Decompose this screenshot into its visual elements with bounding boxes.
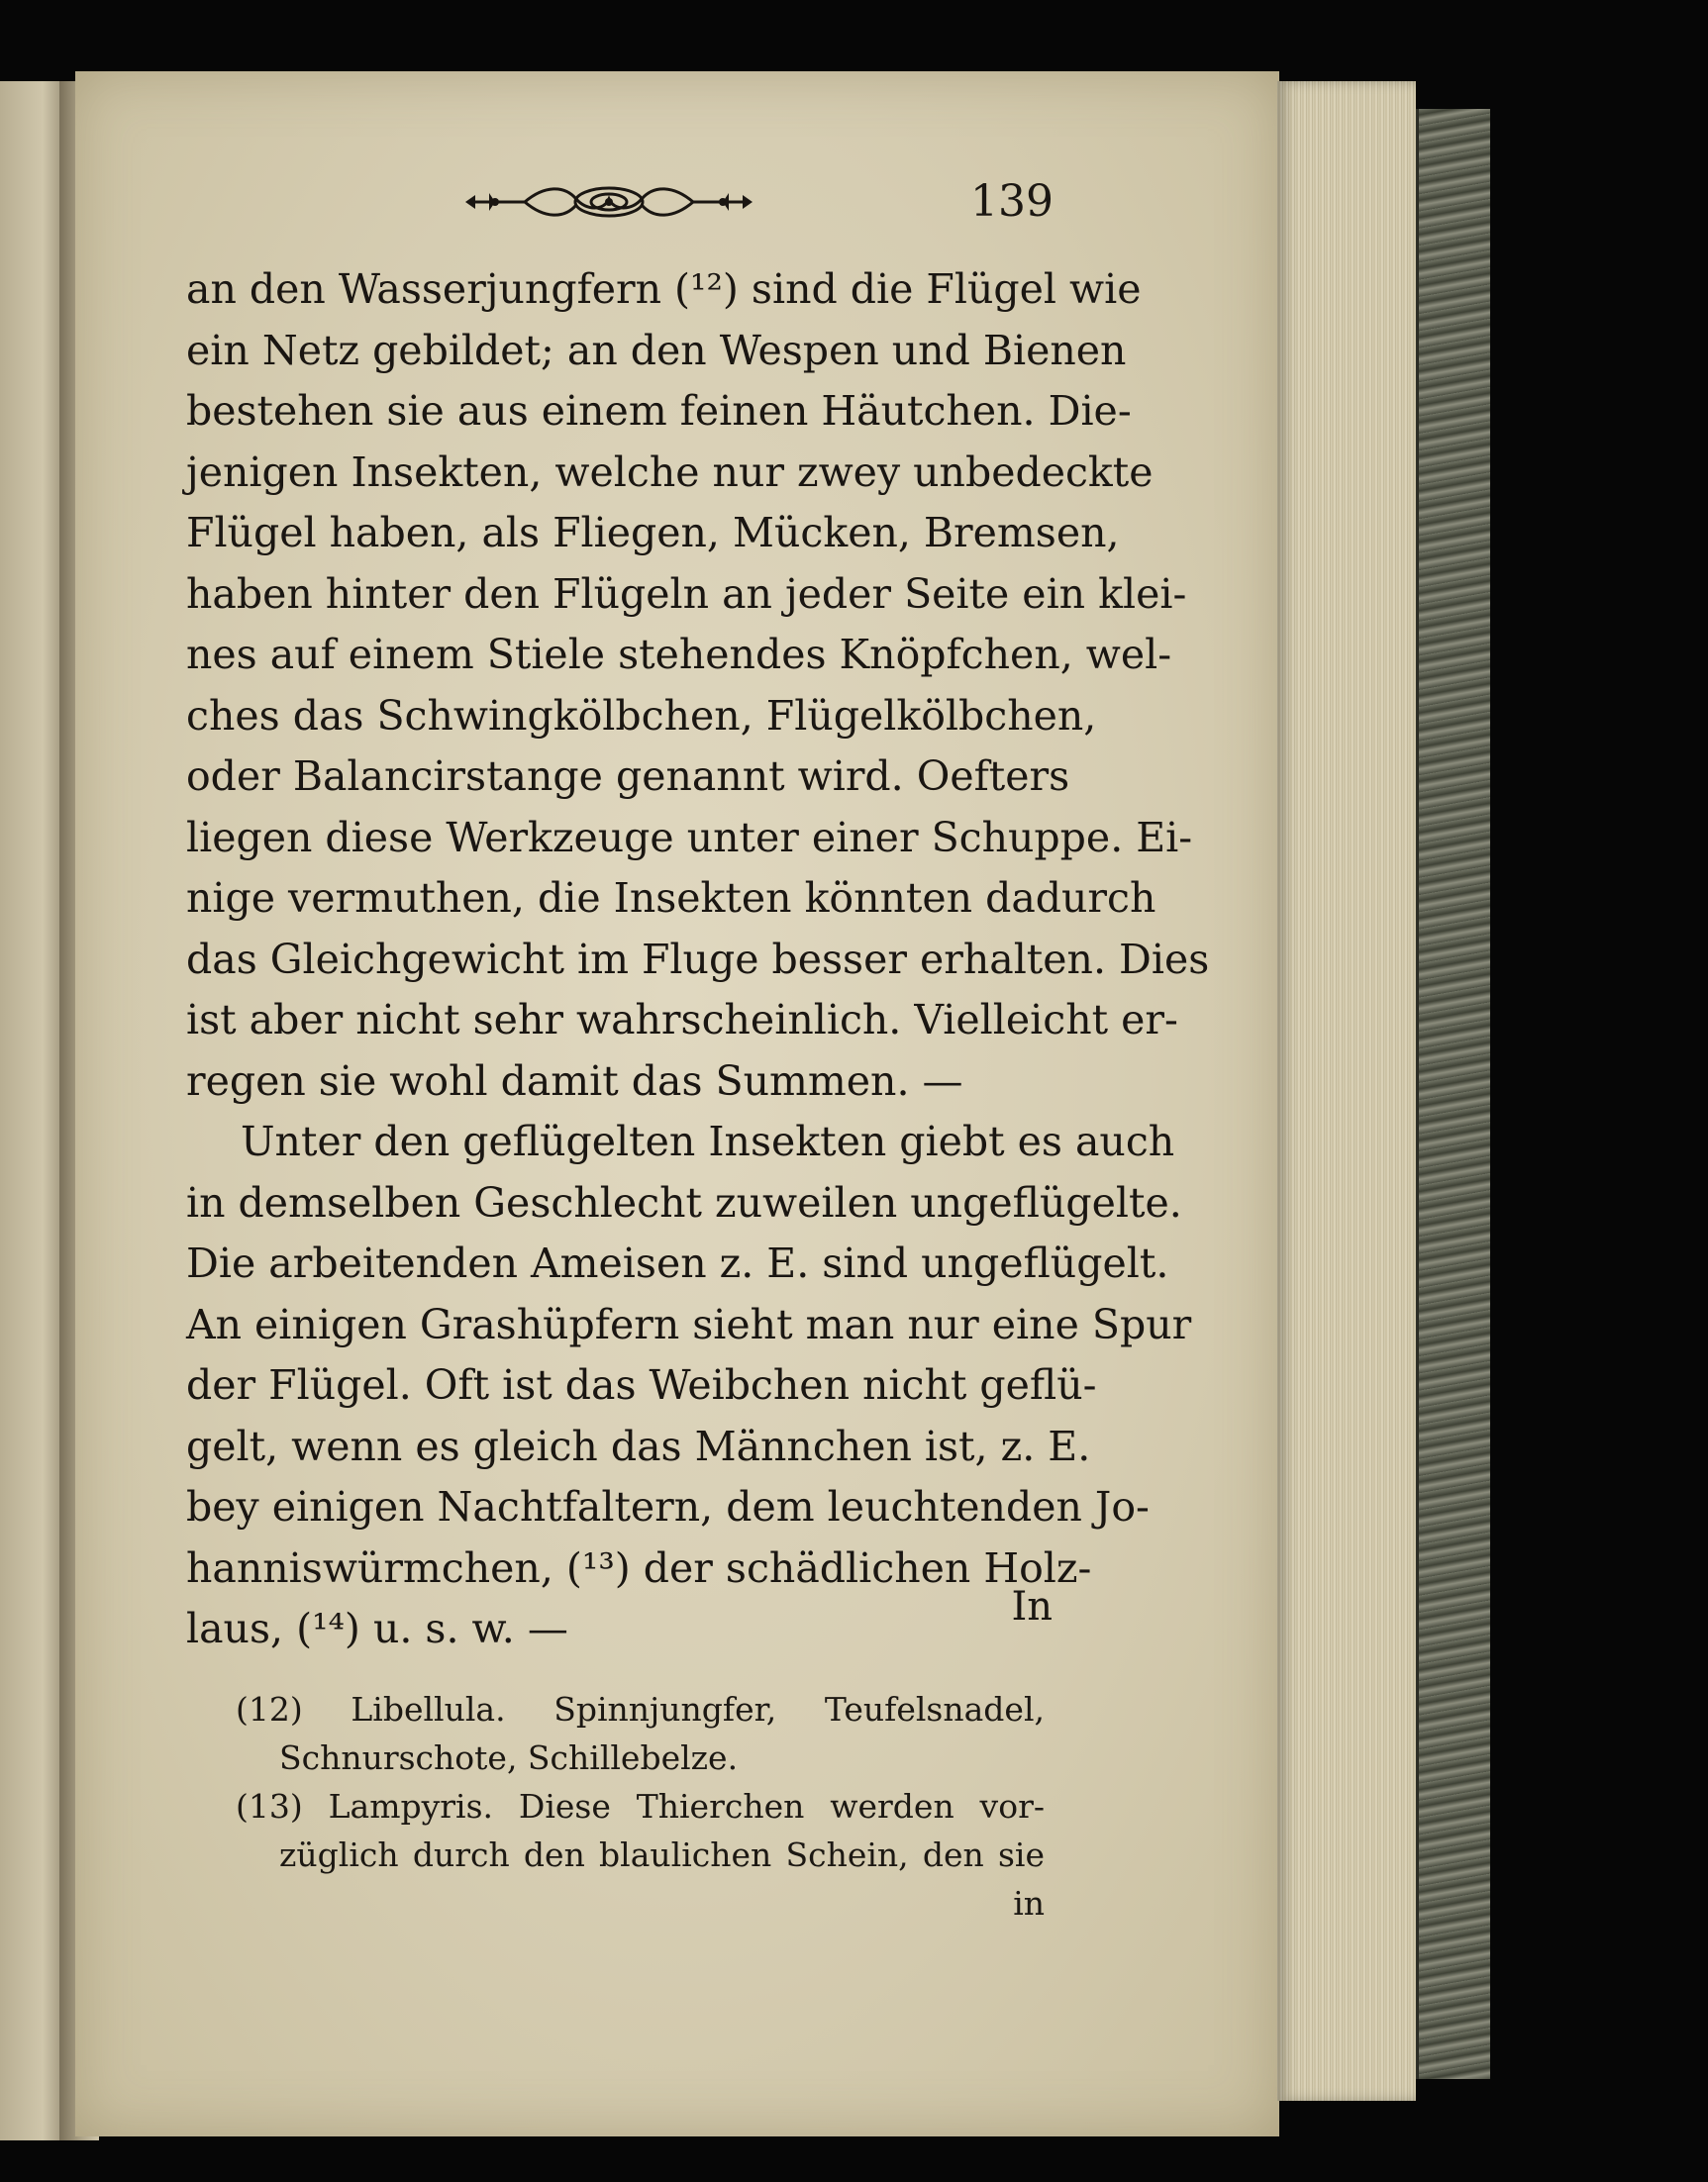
- footnote-line: in: [1013, 1884, 1045, 1923]
- text-line: oder Balancirstange genannt wird. Oefters: [186, 752, 1070, 800]
- footnote-line: (13) Lampyris. Diese Thierchen werden vor-: [236, 1787, 1045, 1826]
- text-line: jenigen Insekten, welche nur zwey unbedeckte: [186, 447, 1154, 496]
- text-line: hanniswürmchen, (¹³) der schädlichen Holz-: [186, 1543, 1092, 1592]
- text-line: an den Wasserjungfern (¹²) sind die Flügel wie: [186, 265, 1142, 313]
- text-line: in demselben Geschlecht zuweilen ungeflügelte.: [186, 1178, 1182, 1227]
- ornament-icon: [465, 181, 753, 223]
- text-line: ist aber nicht sehr wahrscheinlich. Vielleicht er-: [186, 996, 1178, 1043]
- text-line: ein Netz gebildet; an den Wespen und Bienen: [186, 326, 1127, 374]
- text-line: Flügel haben, als Fliegen, Mücken, Bremsen,: [186, 509, 1120, 556]
- footnotes: [236, 1685, 1045, 1928]
- marbled-cover: [1416, 109, 1490, 2079]
- text-line: regen sie wohl damit das Summen. —: [186, 1056, 963, 1105]
- text-line: ches das Schwingkölbchen, Flügelkölbchen,: [186, 691, 1097, 740]
- text-line: der Flügel. Oft ist das Weibchen nicht geflü-: [186, 1361, 1097, 1409]
- text-line: bestehen sie aus einem feinen Häutchen. Die-: [186, 387, 1132, 435]
- footnote-line: (12) Libellula. Spinnjungfer, Teufelsnadel,: [236, 1690, 1045, 1729]
- footnote-line: züglich durch den blaulichen Schein, den sie: [279, 1835, 1045, 1874]
- text-line: Unter den geflügelten Insekten giebt es auch: [241, 1118, 1175, 1165]
- page-number: 139: [970, 176, 1054, 227]
- text-line: bey einigen Nachtfaltern, dem leuchtenden Jo-: [186, 1483, 1150, 1531]
- text-line: Die arbeitenden Ameisen z. E. sind ungeflügelt.: [186, 1240, 1169, 1287]
- body-text: [186, 259, 1210, 1660]
- catchword: In: [1011, 1584, 1053, 1630]
- text-line: nes auf einem Stiele stehendes Knöpfchen, wel-: [186, 631, 1172, 678]
- text-line: haben hinter den Flügeln an jeder Seite ein klei-: [186, 569, 1187, 618]
- footnote-line: Schnurschote, Schillebelze.: [279, 1738, 739, 1777]
- text-line: liegen diese Werkzeuge unter einer Schuppe. Ei-: [186, 813, 1193, 861]
- text-line: laus, (¹⁴) u. s. w. —: [186, 1605, 568, 1652]
- text-line: gelt, wenn es gleich das Männchen ist, z. E.: [186, 1422, 1091, 1470]
- page-block-edges: [1277, 81, 1416, 2101]
- text-line: nige vermuthen, die Insekten könnten dadurch: [186, 874, 1156, 922]
- text-line: das Gleichgewicht im Fluge besser erhalten. Dies: [186, 935, 1210, 983]
- text-line: An einigen Grashüpfern sieht man nur eine Spur: [186, 1300, 1192, 1348]
